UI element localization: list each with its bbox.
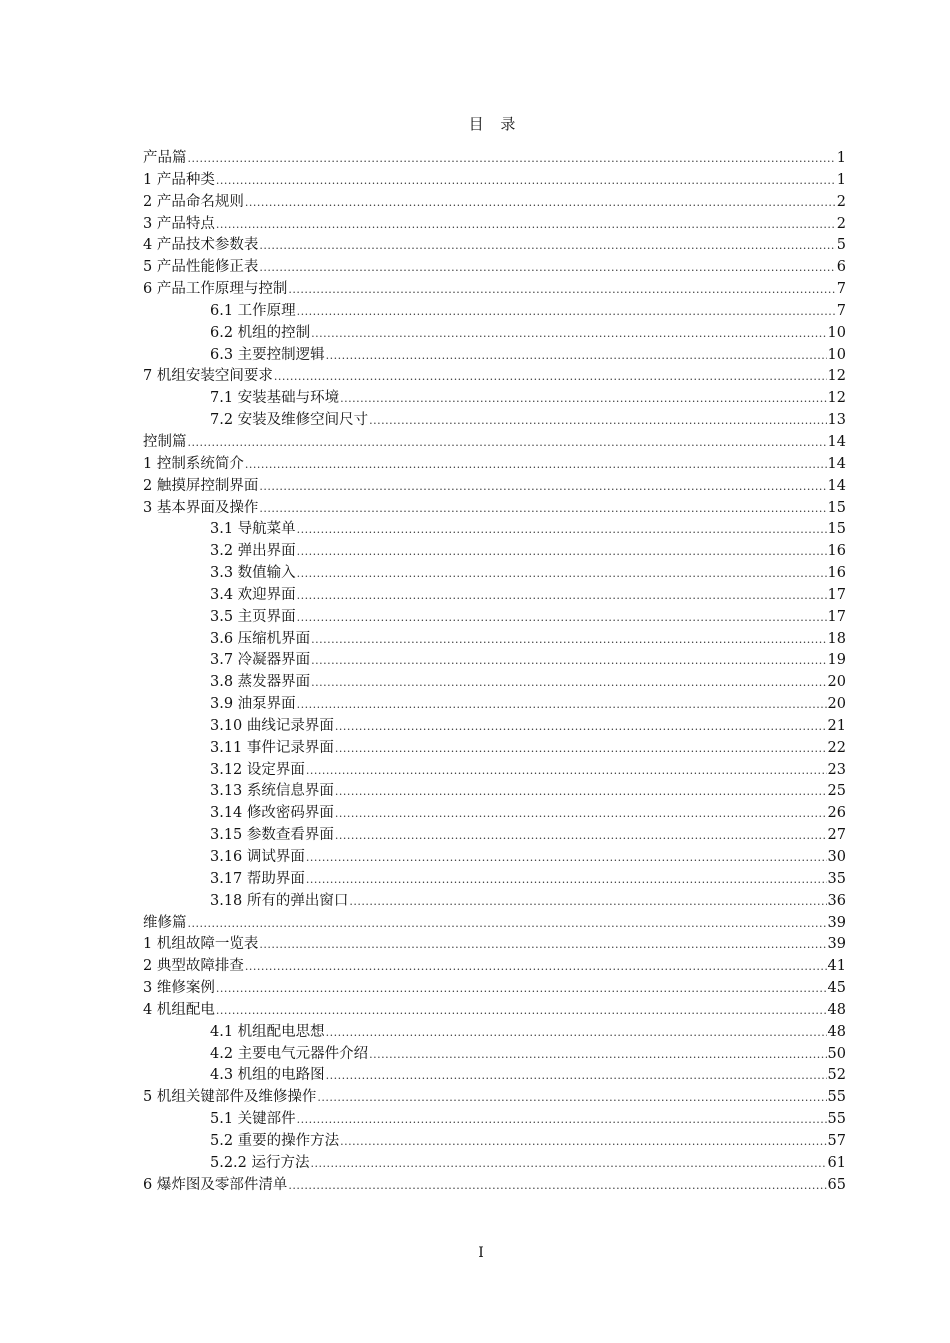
toc-entry[interactable]	[143, 1063, 846, 1085]
toc-entry[interactable]	[143, 255, 846, 277]
dot-leader	[259, 502, 826, 515]
toc-entry[interactable]	[143, 1085, 846, 1107]
toc-entry-page: 23	[827, 761, 846, 778]
toc-entry-label: 5.2.2 运行方法	[210, 1154, 310, 1171]
toc-entry-label: 维修篇	[143, 914, 187, 931]
dot-leader	[335, 785, 827, 798]
dot-leader	[297, 589, 827, 602]
toc-entry[interactable]	[143, 408, 846, 430]
toc-entry-label: 3.16 调试界面	[210, 849, 305, 865]
toc-entry-label: 7 机组安装空间要求	[143, 368, 273, 385]
toc-entry-label: 1 控制系统简介	[143, 455, 244, 472]
toc-entry-label: 3.18 所有的弹出窗口	[210, 892, 349, 909]
dot-leader	[311, 676, 826, 689]
dot-leader	[297, 567, 827, 580]
toc-entry-page: 17	[827, 608, 846, 625]
toc-entry[interactable]	[143, 496, 846, 518]
toc-entry-page: 61	[827, 1154, 846, 1171]
toc-entry-page: 1	[836, 150, 846, 166]
toc-entry-label: 3.13 系统信息界面	[210, 783, 334, 800]
toc-entry-page: 27	[827, 827, 846, 844]
dot-leader	[188, 917, 827, 930]
dot-leader	[297, 1113, 827, 1126]
toc-entry[interactable]	[143, 954, 846, 976]
toc-entry[interactable]	[143, 932, 846, 954]
dot-leader	[335, 742, 827, 755]
toc-entry-page: 16	[827, 565, 846, 582]
dot-leader	[297, 523, 827, 536]
toc-entry-label: 6 产品工作原理与控制	[143, 281, 288, 298]
toc-entry[interactable]	[143, 1151, 846, 1173]
toc-entry-page: 21	[827, 717, 846, 734]
toc-entry-label: 控制篇	[143, 433, 187, 450]
dot-leader	[369, 414, 826, 427]
toc-entry[interactable]	[143, 714, 846, 736]
toc-entry[interactable]	[143, 190, 846, 212]
toc-entry-page: 57	[827, 1132, 846, 1149]
toc-entry[interactable]	[143, 1107, 846, 1129]
toc-entry-label: 3 基本界面及操作	[143, 499, 259, 516]
toc-entry-page: 2	[836, 193, 846, 210]
toc-entry[interactable]	[143, 736, 846, 758]
toc-entry-page: 26	[827, 805, 846, 822]
toc-entry-page: 2	[836, 215, 846, 232]
toc-entry-page: 19	[827, 652, 846, 669]
toc-entry-page: 39	[827, 914, 846, 931]
toc-entry[interactable]	[143, 889, 846, 911]
dot-leader	[288, 1179, 826, 1192]
toc-entry[interactable]	[143, 561, 846, 583]
dot-leader	[306, 873, 827, 886]
toc-entry-page: 14	[827, 433, 846, 450]
toc-entry[interactable]	[143, 976, 846, 998]
toc-entry-page: 20	[827, 674, 846, 691]
toc-entry[interactable]	[143, 779, 846, 801]
dot-leader	[188, 152, 836, 165]
toc-entry[interactable]	[143, 321, 846, 343]
toc-entry-label: 3.17 帮助界面	[210, 870, 305, 887]
dot-leader	[311, 654, 826, 667]
toc-entry-page: 10	[827, 346, 846, 363]
toc-entry[interactable]	[143, 277, 846, 299]
toc-entry-page: 18	[827, 630, 846, 647]
dot-leader	[317, 1091, 826, 1104]
toc-entry[interactable]	[143, 823, 846, 845]
toc-entry-label: 1 机组故障一览表	[143, 936, 259, 953]
toc-entry-page: 14	[827, 455, 846, 472]
toc-entry-page: 20	[827, 696, 846, 713]
dot-leader	[259, 239, 835, 252]
toc-entry[interactable]	[143, 911, 846, 933]
toc-entry-label: 3 产品特点	[143, 215, 215, 232]
toc-entry-label: 4.3 机组的电路图	[210, 1067, 325, 1084]
dot-leader	[335, 807, 827, 820]
toc-entry-page: 7	[836, 302, 846, 319]
toc-entry[interactable]	[143, 430, 846, 452]
dot-leader	[188, 436, 827, 449]
dot-leader	[216, 174, 836, 187]
toc-entry-page: 6	[836, 259, 846, 276]
toc-entry-label: 6.3 主要控制逻辑	[210, 346, 325, 363]
toc-entry-label: 1 产品种类	[143, 171, 215, 188]
toc-entry-page: 25	[827, 783, 846, 800]
toc-entry-page: 48	[827, 1023, 846, 1040]
toc-entry-label: 4 产品技术参数表	[143, 237, 259, 254]
dot-leader	[340, 1135, 826, 1148]
table-of-contents	[143, 146, 846, 1195]
dot-leader	[335, 720, 827, 733]
toc-entry-label: 5 机组关键部件及维修操作	[143, 1089, 317, 1106]
toc-title: 目 录	[468, 115, 522, 133]
dot-leader	[335, 829, 827, 842]
toc-entry-page: 16	[827, 543, 846, 560]
toc-entry[interactable]	[143, 517, 846, 539]
toc-entry[interactable]	[143, 845, 846, 867]
toc-entry[interactable]	[143, 452, 846, 474]
toc-entry[interactable]	[143, 1020, 846, 1042]
toc-entry-page: 12	[827, 390, 846, 407]
toc-entry-label: 3.8 蒸发器界面	[210, 674, 311, 691]
toc-entry-page: 10	[827, 324, 846, 341]
toc-entry-page: 15	[827, 521, 846, 538]
toc-entry[interactable]	[143, 583, 846, 605]
toc-entry-label: 产品篇	[143, 150, 187, 166]
dot-leader	[288, 283, 835, 296]
toc-entry-label: 2 产品命名规则	[143, 193, 244, 210]
toc-entry-page: 12	[827, 368, 846, 385]
toc-entry[interactable]	[143, 299, 846, 321]
toc-entry-page: 45	[827, 980, 846, 997]
toc-entry-label: 3 维修案例	[143, 980, 215, 997]
toc-entry-page: 35	[827, 870, 846, 887]
toc-entry-label: 3.7 冷凝器界面	[210, 652, 311, 669]
toc-entry-page: 1	[836, 171, 846, 188]
toc-entry-page: 15	[827, 499, 846, 516]
dot-leader	[340, 392, 826, 405]
toc-entry-label: 3.2 弹出界面	[210, 543, 296, 560]
toc-entry[interactable]	[143, 605, 846, 627]
toc-entry-label: 2 触摸屏控制界面	[143, 477, 259, 494]
toc-entry[interactable]	[143, 1173, 846, 1195]
toc-entry[interactable]	[143, 627, 846, 649]
toc-entry-page: 55	[827, 1089, 846, 1106]
dot-leader	[311, 633, 826, 646]
toc-entry[interactable]	[143, 692, 846, 714]
toc-entry[interactable]	[143, 168, 846, 190]
dot-leader	[216, 982, 827, 995]
toc-entry-label: 3.14 修改密码界面	[210, 805, 334, 822]
toc-entry-page: 14	[827, 477, 846, 494]
dot-leader	[216, 1004, 827, 1017]
toc-entry-label: 3.10 曲线记录界面	[210, 717, 334, 734]
dot-leader	[311, 327, 826, 340]
toc-entry-label: 3.6 压缩机界面	[210, 630, 311, 647]
toc-entry-page: 22	[827, 739, 846, 756]
toc-entry-page: 55	[827, 1111, 846, 1128]
toc-entry[interactable]	[143, 386, 846, 408]
toc-entry-label: 4.1 机组配电思想	[210, 1023, 325, 1040]
toc-entry[interactable]	[143, 758, 846, 780]
toc-entry-page: 13	[827, 412, 846, 429]
toc-entry-label: 6 爆炸图及零部件清单	[143, 1176, 288, 1193]
dot-leader	[326, 1026, 827, 1039]
dot-leader	[245, 458, 827, 471]
toc-entry-page: 5	[836, 237, 846, 254]
toc-entry-label: 7.1 安装基础与环境	[210, 390, 340, 407]
toc-entry-page: 36	[827, 892, 846, 909]
toc-entry[interactable]	[143, 343, 846, 365]
toc-entry-page: 65	[827, 1176, 846, 1193]
toc-entry-page: 41	[827, 958, 846, 975]
toc-entry[interactable]	[143, 648, 846, 670]
dot-leader	[259, 480, 826, 493]
toc-entry[interactable]	[143, 212, 846, 234]
page-number: I	[478, 1245, 484, 1261]
toc-entry-page: 39	[827, 936, 846, 953]
dot-leader	[306, 764, 827, 777]
toc-entry[interactable]	[143, 539, 846, 561]
toc-entry-label: 3.15 参数查看界面	[210, 827, 334, 844]
toc-entry-label: 7.2 安装及维修空间尺寸	[210, 412, 369, 429]
dot-leader	[297, 611, 827, 624]
toc-entry-label: 5.2 重要的操作方法	[210, 1132, 340, 1149]
toc-entry-page: 30	[827, 849, 846, 865]
toc-entry[interactable]	[143, 364, 846, 386]
dot-leader	[216, 218, 836, 231]
toc-entry[interactable]	[143, 1042, 846, 1064]
dot-leader	[369, 1048, 826, 1061]
toc-entry[interactable]	[143, 474, 846, 496]
dot-leader	[245, 196, 836, 209]
toc-entry-label: 3.9 油泵界面	[210, 696, 296, 713]
toc-entry-label: 2 典型故障排查	[143, 958, 244, 975]
dot-leader	[245, 960, 827, 973]
toc-entry-label: 4.2 主要电气元器件介绍	[210, 1045, 369, 1062]
toc-entry-label: 3.1 导航菜单	[210, 521, 296, 538]
toc-entry-page: 48	[827, 1001, 846, 1018]
dot-leader	[297, 305, 836, 318]
toc-entry-label: 3.5 主页界面	[210, 608, 296, 625]
toc-entry-page: 50	[827, 1045, 846, 1062]
dot-leader	[326, 1069, 827, 1082]
toc-entry-label: 6.1 工作原理	[210, 302, 296, 319]
toc-entry-page: 52	[827, 1067, 846, 1084]
dot-leader	[306, 851, 827, 864]
toc-entry[interactable]	[143, 867, 846, 889]
toc-entry[interactable]	[143, 801, 846, 823]
dot-leader	[297, 545, 827, 558]
toc-entry-label: 6.2 机组的控制	[210, 324, 311, 341]
toc-entry-page: 17	[827, 586, 846, 603]
dot-leader	[326, 349, 827, 362]
toc-entry[interactable]	[143, 670, 846, 692]
toc-entry[interactable]	[143, 233, 846, 255]
dot-leader	[297, 698, 827, 711]
toc-entry-label: 3.12 设定界面	[210, 761, 305, 778]
toc-entry-label: 3.3 数值输入	[210, 565, 296, 582]
toc-entry-page: 7	[836, 281, 846, 298]
toc-entry-label: 4 机组配电	[143, 1001, 215, 1018]
toc-entry-label: 3.4 欢迎界面	[210, 586, 296, 603]
dot-leader	[259, 938, 826, 951]
toc-entry-label: 3.11 事件记录界面	[210, 739, 334, 756]
dot-leader	[274, 370, 827, 383]
dot-leader	[311, 1157, 827, 1170]
dot-leader	[259, 261, 835, 274]
toc-entry[interactable]	[143, 998, 846, 1020]
toc-entry[interactable]	[143, 1129, 846, 1151]
toc-entry-label: 5 产品性能修正表	[143, 259, 259, 276]
toc-entry-label: 5.1 关键部件	[210, 1111, 296, 1128]
dot-leader	[349, 895, 826, 908]
toc-entry[interactable]	[143, 146, 846, 168]
